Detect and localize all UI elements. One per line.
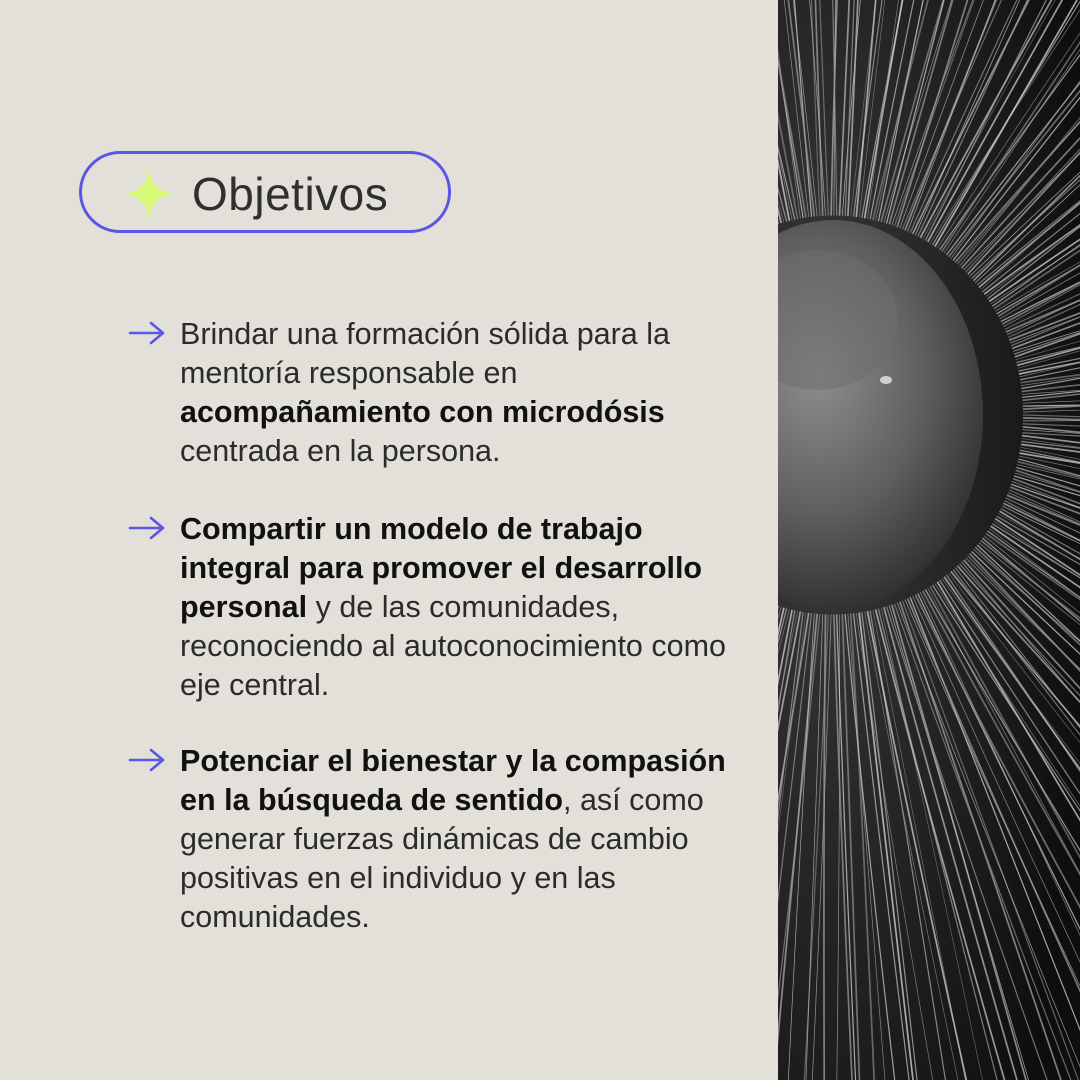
arrow-right-icon <box>128 748 166 772</box>
objective-text <box>180 510 760 705</box>
arrow-right-icon <box>128 516 166 540</box>
mushroom-gills-image <box>778 0 1080 1080</box>
mushroom-gills-photo <box>778 0 1080 1080</box>
objective-text-part: centrada en la persona. <box>180 434 501 468</box>
objective-text-bold: Compartir un modelo de trabajo integral para promover el desarrollo personal <box>180 512 703 624</box>
objective-text-bold: acompañamiento con microdósis <box>180 395 665 429</box>
arrow-right-icon <box>128 321 166 345</box>
title-badge <box>79 151 451 233</box>
objective-text <box>180 315 760 471</box>
objective-text-part: Brindar una formación sólida para la mentoría responsable en <box>180 317 670 390</box>
page-title: Objetivos <box>192 168 389 220</box>
objective-text-bold: Potenciar el bienestar y la compasión en la búsqueda de sentido <box>180 744 726 817</box>
sparkle-icon <box>120 165 178 223</box>
objective-text-part: , así como generar fuerzas dinámicas de cambio positivas en el individuo y en las comunidades. <box>180 783 704 934</box>
objective-text-part: y de las comunidades, reconociendo al autoconocimiento como eje central. <box>180 590 726 702</box>
objective-text <box>180 742 760 937</box>
